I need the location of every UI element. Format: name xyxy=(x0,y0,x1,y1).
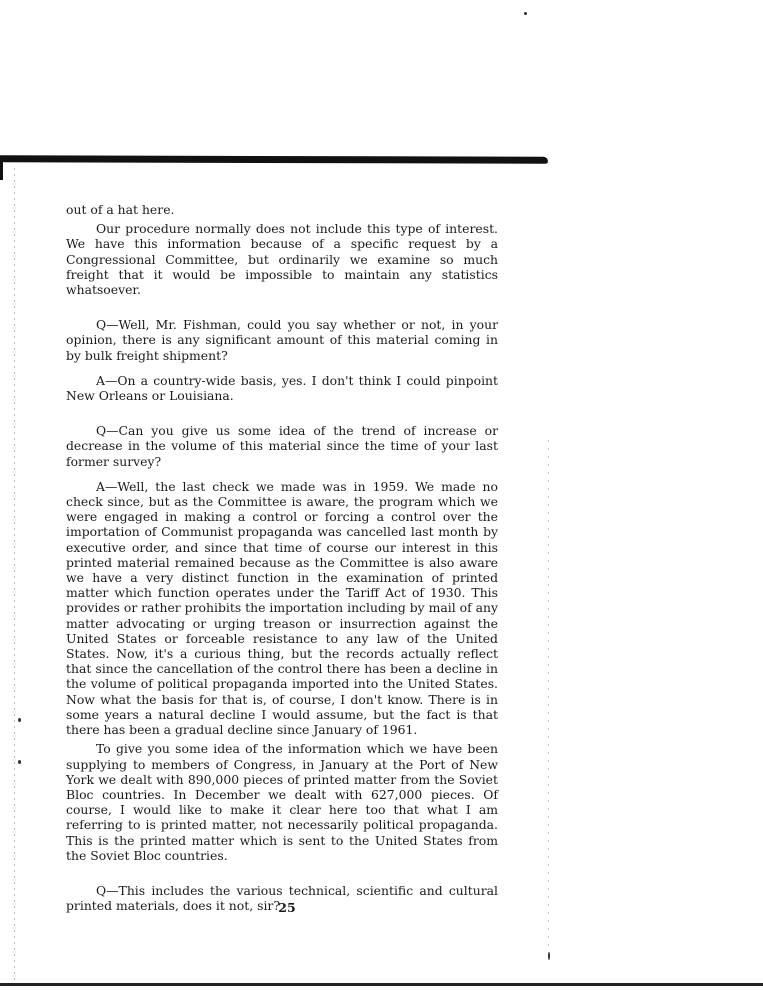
question-paragraph: Q—Well, Mr. Fishman, could you say whether or not, in your opinion, there is any significant amount of this material coming in by bulk freight shipment? xyxy=(66,317,498,363)
scan-left-edge xyxy=(14,168,15,988)
top-rule xyxy=(0,155,548,163)
scan-speck xyxy=(524,12,527,15)
top-rule-corner xyxy=(0,160,19,180)
bottom-rule xyxy=(0,983,763,986)
page-number: 25 xyxy=(278,900,296,915)
scan-speck xyxy=(18,760,21,764)
answer-paragraph: A—On a country-wide basis, yes. I don't think I could pinpoint New Orleans or Louisiana. xyxy=(66,372,498,404)
paragraph: out of a hat here. xyxy=(66,202,175,217)
scan-speck xyxy=(548,952,550,960)
answer-paragraph: A—Well, the last check we made was in 1959. We made no check since, but as the Committee is aware, the program which we were engaged in making a control or forcing a control over the importation of Communist propaganda was cancelled last month by executive order, and since that time of course our interest in this printed material remained because as the Committee is also aware we have a very distinct function in the examination of printed matter which function operates under the Tariff Act of 1930. This provides or rather prohibits the importation including by mail of any matter advocating or urging treason or insurrection against the United States or forceable resistance to any law of the United States. Now, it's a curious thing, but the records actually reflect that since the cancellation of the control there has been a decline in the volume of political propaganda imported into the United States. Now what the basis for that is, of course, I don't know. There is in some years a natural decline I would assume, but the fact is that there has been a gradual decline since January of 1961. xyxy=(66,478,498,738)
scan-right-edge xyxy=(548,440,549,960)
paragraph: To give you some idea of the information which we have been supplying to members of Congress, in January at the Port of New York we dealt with 890,000 pieces of printed matter from the Soviet Bloc countries. In December we dealt with 627,000 pieces. Of course, I would like to make it clear here too that what I am referring to is printed matter, not necessarily political propaganda. This is the printed matter which is sent to the United States from the Soviet Bloc countries. xyxy=(66,741,498,863)
question-paragraph: Q—Can you give us some idea of the trend of increase or decrease in the volume of this material since the time of your last former survey? xyxy=(66,423,498,469)
scan-speck xyxy=(18,718,21,722)
document-body xyxy=(66,202,498,913)
paragraph: Our procedure normally does not include this type of interest. We have this information because of a specific request by a Congressional Committee, but ordinarily we examine so much freight that it would be impossible to maintain any statistics whatsoever. xyxy=(66,221,498,298)
question-paragraph: Q—This includes the various technical, scientific and cultural printed materials, does it not, sir? xyxy=(66,882,498,914)
